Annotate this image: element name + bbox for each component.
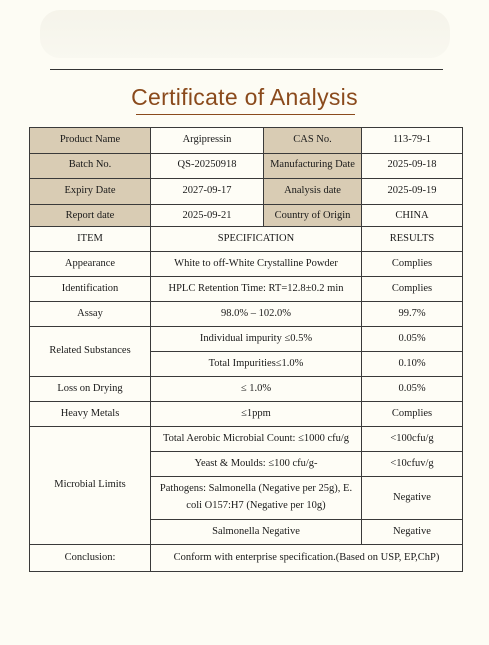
result-cell: <100cfu/g (362, 427, 463, 452)
table-row (30, 252, 463, 277)
column-header-specification: SPECIFICATION (151, 227, 362, 252)
spec-cell: ≤ 1.0% (151, 377, 362, 402)
conclusion-row (30, 545, 463, 572)
spec-cell: Pathogens: Salmonella (Negative per 25g), E. coli O157:H7 (Negative per 10g) (151, 477, 362, 520)
result-cell: Negative (362, 477, 463, 520)
result-cell: Complies (362, 277, 463, 302)
spec-cell: Total Impurities≤1.0% (151, 352, 362, 377)
cas-label: CAS No. (264, 128, 362, 154)
mfg-date-value: 2025-09-18 (362, 153, 463, 179)
item-cell: Identification (30, 277, 151, 302)
origin-value: CHINA (362, 204, 463, 230)
table-row (30, 402, 463, 427)
table-row (30, 327, 463, 352)
item-cell: Assay (30, 302, 151, 327)
item-cell: Appearance (30, 252, 151, 277)
batch-label: Batch No. (30, 153, 151, 179)
table-header-row (30, 227, 463, 252)
result-cell: 99.7% (362, 302, 463, 327)
product-name-label: Product Name (30, 128, 151, 154)
spec-cell: 98.0% – 102.0% (151, 302, 362, 327)
table-row (30, 153, 463, 179)
analysis-date-label: Analysis date (264, 179, 362, 205)
header-blur (40, 10, 450, 58)
result-cell: 0.10% (362, 352, 463, 377)
table-row (30, 302, 463, 327)
spec-cell: Individual impurity ≤0.5% (151, 327, 362, 352)
analysis-date-value: 2025-09-19 (362, 179, 463, 205)
mfg-date-label: Manufacturing Date (264, 153, 362, 179)
result-cell: <10cfuv/g (362, 452, 463, 477)
table-row (30, 377, 463, 402)
column-header-item: ITEM (30, 227, 151, 252)
spec-cell: White to off-White Crystalline Powder (151, 252, 362, 277)
spec-cell: Salmonella Negative (151, 520, 362, 545)
spec-cell: Yeast & Moulds: ≤100 cfu/g- (151, 452, 362, 477)
spec-cell: HPLC Retention Time: RT=12.8±0.2 min (151, 277, 362, 302)
cas-value: 113-79-1 (362, 128, 463, 154)
table-row (30, 128, 463, 154)
conclusion-label: Conclusion: (30, 545, 151, 572)
table-row (30, 277, 463, 302)
item-cell: Loss on Drying (30, 377, 151, 402)
spec-cell: ≤1ppm (151, 402, 362, 427)
item-cell: Heavy Metals (30, 402, 151, 427)
batch-value: QS-20250918 (151, 153, 264, 179)
table-row (30, 179, 463, 205)
page-title: Certificate of Analysis (131, 84, 358, 110)
report-date-label: Report date (30, 204, 151, 230)
result-cell: 0.05% (362, 327, 463, 352)
result-cell: Complies (362, 402, 463, 427)
expiry-label: Expiry Date (30, 179, 151, 205)
header-rule (50, 69, 443, 70)
spec-cell: Total Aerobic Microbial Count: ≤1000 cfu/g (151, 427, 362, 452)
item-cell-microbial-limits: Microbial Limits (30, 427, 151, 545)
column-header-results: RESULTS (362, 227, 463, 252)
result-cell: 0.05% (362, 377, 463, 402)
item-cell-related-substances: Related Substances (30, 327, 151, 377)
result-cell: Negative (362, 520, 463, 545)
origin-label: Country of Origin (264, 204, 362, 230)
product-info-table (29, 127, 463, 230)
conclusion-text: Conform with enterprise specification.(Based on USP, EP,ChP) (151, 545, 463, 572)
result-cell: Complies (362, 252, 463, 277)
specification-table (29, 226, 463, 572)
title-underline (136, 114, 355, 115)
report-date-value: 2025-09-21 (151, 204, 264, 230)
product-name-value: Argipressin (151, 128, 264, 154)
expiry-value: 2027-09-17 (151, 179, 264, 205)
table-row (30, 427, 463, 452)
